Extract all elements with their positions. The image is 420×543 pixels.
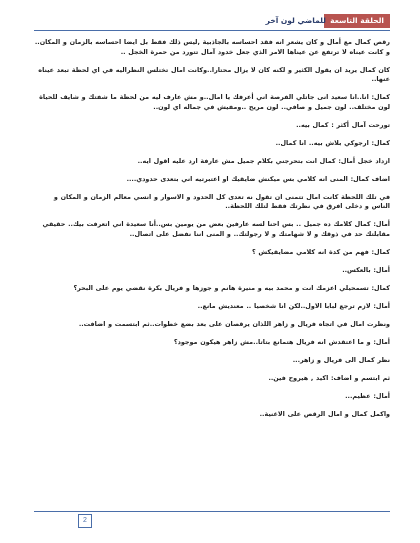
paragraph: أمال: و ما اعتقدش انه فريال هتمانع بتاتا..مش زاهر هيكون موجود؟ bbox=[173, 337, 390, 346]
page-body bbox=[34, 38, 390, 428]
paragraph: أمال: عظيم... bbox=[345, 391, 390, 400]
paragraph: كمال: تسمحيلي اعزمك انت و محمد بيه و منيرة هانم و جوزها و فريال بكرة نقضي يوم على البحر؟ bbox=[73, 283, 390, 292]
paragraph: ونظرت امال في اتجاه فريال و زاهر اللذان يرقصان على بعد بضع خطوات..ثم ابتسمت و اضافت.. bbox=[78, 319, 390, 328]
paragraph: تورحت آمال أكثر : كمال بيه.. bbox=[296, 120, 390, 129]
paragraph: في تلك اللحظة كانت امال تتمنى ان تقول نه تعدى كل الحدود و الاسوار و انسي معالم الزمان و المكان و الناس و دخلى افرق في نظرتك فقط لتلك اللحظة.. bbox=[53, 192, 390, 211]
paragraph: كمال: فهم من كدة انه كلامي مضايقيكش ؟ bbox=[251, 247, 390, 256]
footer-divider bbox=[34, 511, 390, 512]
page-number: 2 bbox=[78, 514, 92, 528]
paragraph: نظر كمال الى فريال و زاهر... bbox=[292, 355, 390, 364]
paragraph: أمال: كمال كلامك ده جميل .. بس احنا لسه عارفين بعض من يومين بس..أنا سعيدة اني اتعرفت بيك.. حقيقي مقابلتك حد في ذوقك و لا شهامتك و لا رجولتك.. و المنى اننا نفضل على اتصال.. bbox=[42, 220, 390, 238]
book-title: للماضي لون آخر bbox=[265, 16, 326, 25]
page-header bbox=[34, 14, 390, 28]
chapter-label: الحلقة التاسعة bbox=[324, 14, 390, 28]
paragraph: واكمل كمال و امال الرقص على الاغنية.. bbox=[259, 409, 390, 418]
paragraph: رقص كمال مع أمال و كان يشعر انه فقد احساسه بالجاذبية ,ليس ذلك فقط بل ايضا احساسه بالزمان و المكان.. و كانت عيناه لا ترتفع عن عيناها الامر الذي جعل خدود آمال تتورد من حمرة الخجل .. bbox=[34, 38, 390, 56]
paragraph: ثم ابتسم و اضاف: اكيد , هيروح فين.. bbox=[268, 373, 390, 382]
header-divider bbox=[34, 30, 390, 31]
paragraph: اضاف كمال: المنى انه كلامي بس ميكنش ضايقيك او اعتبرتيه اني بتعدى حدودي.... bbox=[126, 174, 390, 183]
paragraph: أمال: لازم ترجع لبابا الاول..لكن انا شخصيا .. معنديش مانع.. bbox=[197, 301, 390, 310]
paragraph: ازداد خجل أمال: كمال انت بتحرجني بكلام جميل مش عارفة ارد عليه اقول ايه.. bbox=[137, 156, 390, 165]
paragraph: كان كمال يريد ان يقول الكثير و لكنه كان لا يزال محتارا..وكانت امال تختلس النظراليه في اي لحظة تبعد عيناه عنها.. bbox=[38, 65, 390, 84]
paragraph: كمال: ارجوكي بلاش بيه.. انا كمال.. bbox=[275, 138, 390, 147]
paragraph: أمال: بالعكس.. bbox=[342, 265, 390, 274]
paragraph: كمال: انا..انا سعيد انى جاتلي الفرصة اني أعرفك يا امال..و مش عارف ليه من لحظة ما شفتك و شايف للحياة لون مختلف.. لون جميل و صافي.. لون مريح ..ومفيش في جماله اي لون.. bbox=[39, 93, 390, 111]
